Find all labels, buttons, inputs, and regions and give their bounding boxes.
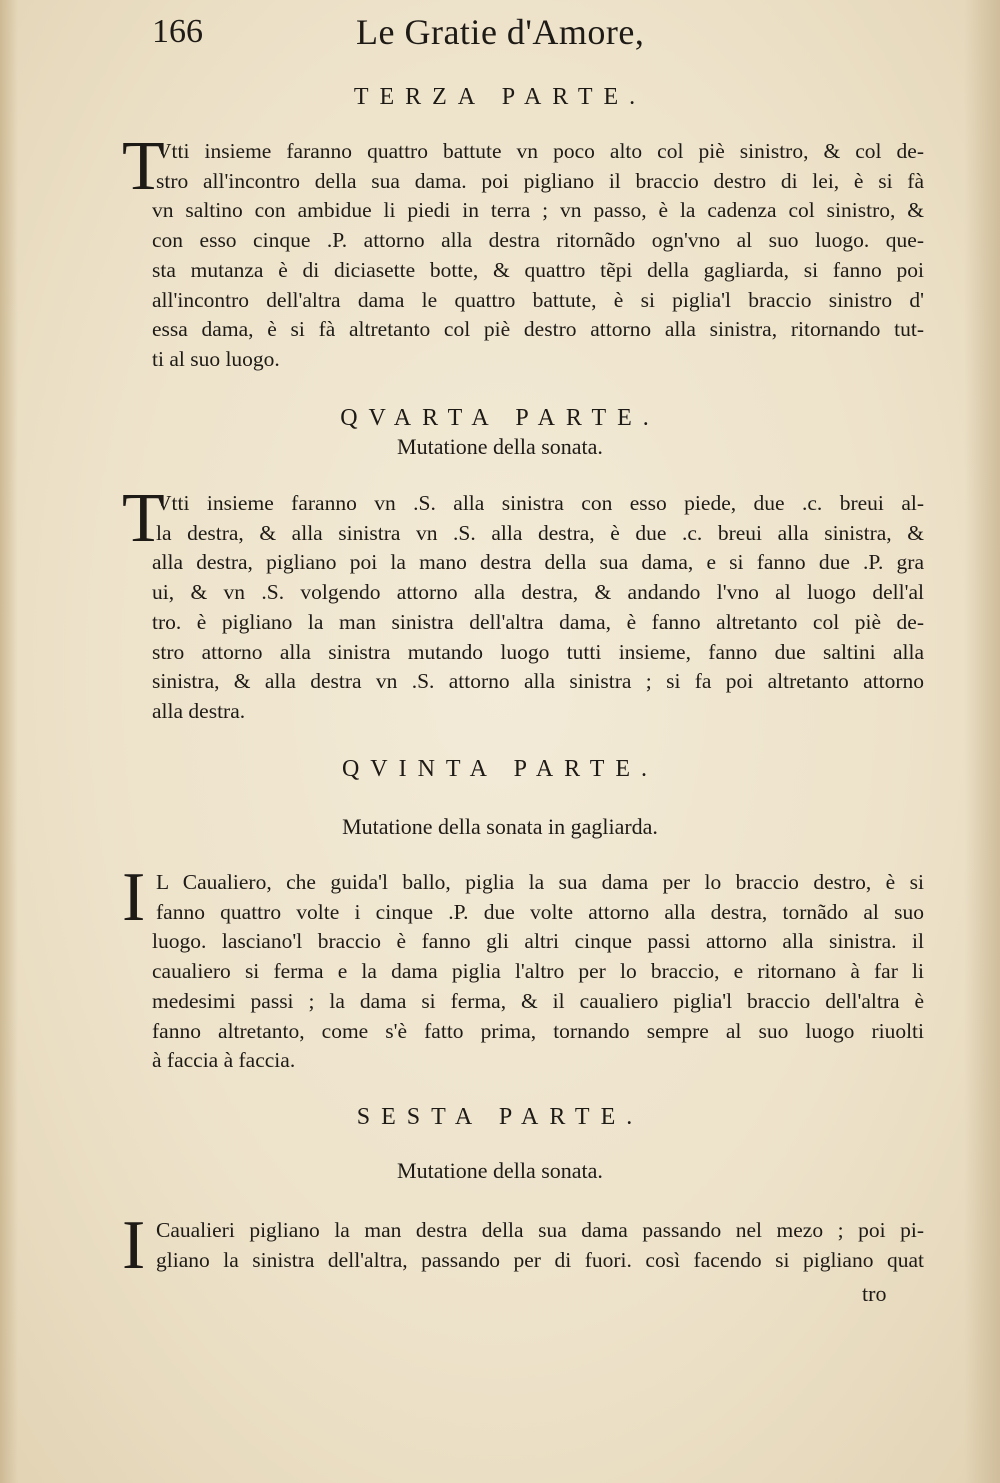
text-line: essa dama, è si fà altretanto col piè destro attorno alla sinistra, ritornando tut- — [152, 317, 924, 342]
section-subheading-quinta: Mutatione della sonata in gagliarda. — [342, 814, 658, 839]
text-line: sinistra, & alla destra vn .S. attorno alla sinistra ; si fa poi altretanto attorno — [152, 669, 924, 694]
text-line: alla destra, pigliano poi la mano destra della sua dama, e si fanno due .P. gra — [152, 550, 924, 575]
paragraph-sesta — [122, 1207, 924, 1284]
text-line: caualiero si ferma e la dama piglia l'altro per lo braccio, e ritornano à far li — [152, 959, 924, 984]
text-line: fanno altretanto, come s'è fatto prima, tornando sempre al suo luogo riuolti — [152, 1018, 924, 1043]
dropcap: I — [122, 1207, 146, 1284]
text-line: ti al suo luogo. — [152, 346, 280, 371]
paragraph-terza — [122, 128, 924, 375]
text-line: gliano la sinistra dell'altra, passando per di fuori. così facendo si pigliano quat — [156, 1247, 924, 1272]
text-line: con esso cinque .P. attorno alla destra ritornãdo ogn'vno al suo luogo. que- — [152, 228, 924, 253]
text-line: la destra, & alla sinistra vn .S. alla destra, è due .c. breui alla sinistra, & — [156, 520, 924, 545]
text-line: Vtti insieme faranno quattro battute vn poco alto col piè sinistro, & col de- — [156, 139, 924, 163]
dropcap: T — [122, 480, 165, 557]
text-line: stro attorno alla sinistra mutando luogo tutti insieme, fanno due saltini alla — [152, 639, 924, 664]
section-subheading-sesta: Mutatione della sonata. — [397, 1158, 603, 1183]
section-heading-terza: TERZA PARTE. — [353, 84, 647, 110]
text-line: fanno quattro volte i cinque .P. due volte attorno alla destra, tornãdo al suo — [156, 899, 924, 924]
text-line: L Caualiero, che guida'l ballo, piglia la sua dama per lo braccio destro, è si — [156, 870, 924, 894]
page-edge-shadow-left — [0, 0, 18, 1483]
running-title: Le Gratie d'Amore, — [356, 12, 645, 52]
section-heading-sesta: SESTA PARTE. — [356, 1104, 644, 1130]
text-line: stro all'incontro della sua dama. poi pigliano il braccio destro di lei, è si fà — [156, 168, 924, 193]
paragraph-quinta — [122, 859, 924, 1076]
text-line: vn saltino con ambidue li piedi in terra ; vn passo, è la cadenza col sinistro, & — [152, 198, 924, 223]
section-heading-quinta: QVINTA PARTE. — [341, 756, 659, 782]
dropcap: T — [122, 128, 165, 205]
text-line: ui, & vn .S. volgendo attorno alla destra, & andando l'vno al luogo dell'al — [152, 580, 924, 605]
paragraph-quarta — [122, 480, 924, 727]
page-number: 166 — [152, 13, 203, 50]
text-line: tro. è pigliano la man sinistra dell'altra dama, è fanno altretanto col piè de- — [152, 609, 924, 634]
section-subheading-quarta: Mutatione della sonata. — [397, 434, 603, 459]
page-header — [0, 0, 1000, 60]
page-edge-shadow-right — [964, 0, 1000, 1483]
text-line: à faccia à faccia. — [152, 1048, 296, 1073]
text-line: Vtti insieme faranno vn .S. alla sinistra con esso piede, due .c. breui al- — [156, 491, 924, 515]
catchword: tro — [862, 1281, 887, 1306]
text-line: alla destra. — [152, 698, 246, 723]
text-line: all'incontro dell'altra dama le quattro battute, è si piglia'l braccio sinistro d' — [152, 287, 924, 312]
text-line: medesimi passi ; la dama si ferma, & il caualiero piglia'l braccio dell'altra è — [152, 988, 924, 1013]
dropcap: I — [122, 859, 146, 936]
text-line: luogo. lasciano'l braccio è fanno gli altri cinque passi attorno alla sinistra. il — [152, 929, 924, 954]
text-line: sta mutanza è di diciasette botte, & quattro tẽpi della gagliarda, si fanno poi — [152, 257, 924, 282]
section-heading-quarta: QVARTA PARTE. — [340, 405, 660, 431]
text-line: Caualieri pigliano la man destra della sua dama passando nel mezo ; poi pi- — [156, 1218, 924, 1242]
